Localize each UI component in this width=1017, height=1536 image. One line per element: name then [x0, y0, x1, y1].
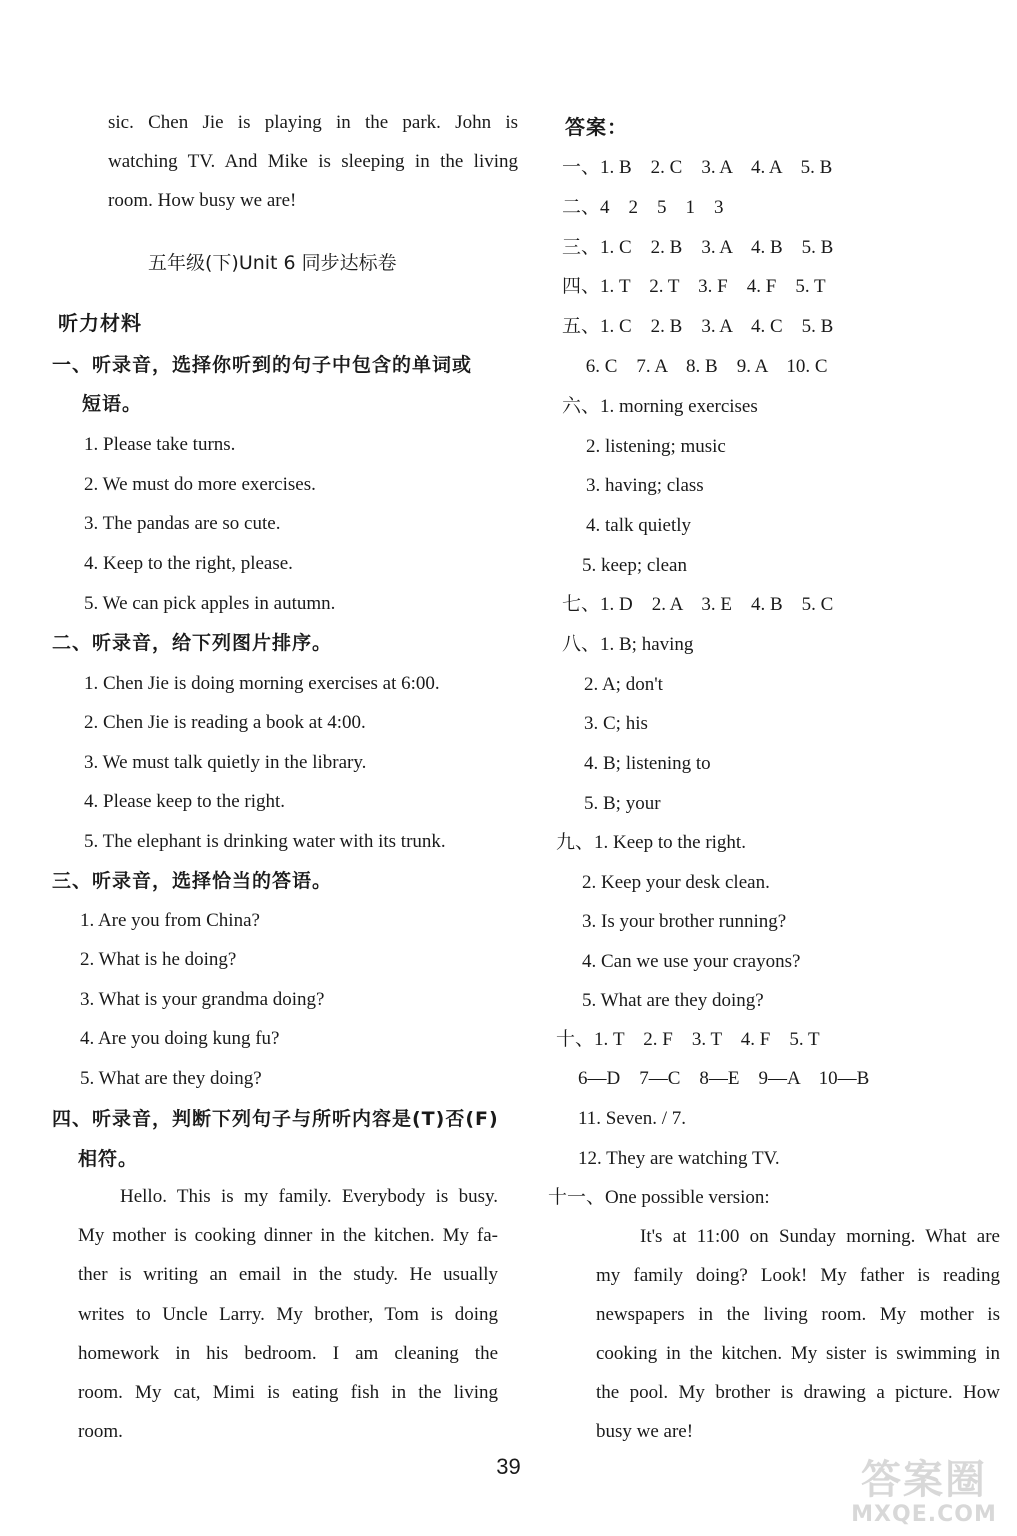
answer-line: 一、1. B 2. C 3. A 4. A 5. B — [562, 157, 833, 178]
answer-line: 5. B; your — [584, 793, 661, 814]
part4-heading-cont: 相符。 — [78, 1148, 139, 1170]
part3-item: 4. Are you doing kung fu? — [80, 1028, 280, 1049]
answer-line: 3. Is your brother running? — [582, 911, 787, 932]
intro-line: room. How busy we are! — [108, 190, 297, 211]
answer-line: 2. Keep your desk clean. — [582, 872, 770, 893]
part3-item: 2. What is he doing? — [80, 949, 237, 970]
essay-line: my family doing? Look! My father is reading — [596, 1265, 1000, 1286]
intro-line: watching TV. And Mike is sleeping in the living — [108, 151, 518, 172]
part2-heading: 二、听录音，给下列图片排序。 — [52, 632, 333, 654]
answer-line: 六、1. morning exercises — [562, 396, 758, 417]
answer-line: 12. They are watching TV. — [578, 1148, 780, 1169]
essay-line: the pool. My brother is drawing a picture. How — [596, 1382, 1000, 1403]
part2-item: 1. Chen Jie is doing morning exercises at 6:00. — [84, 673, 440, 694]
answer-line: 6. C 7. A 8. B 9. A 10. C — [562, 356, 828, 377]
essay-line: It's at 11:00 on Sunday morning. What are — [640, 1226, 1000, 1247]
answer-line: 九、1. Keep to the right. — [556, 832, 746, 853]
part4-heading: 四、听录音，判断下列句子与所听内容是(T)否(F) — [52, 1108, 499, 1130]
watermark-logo — [838, 1448, 1010, 1532]
intro-line: sic. Chen Jie is playing in the park. John is — [108, 112, 518, 133]
answer-line: 11. Seven. / 7. — [578, 1108, 687, 1129]
part3-item: 5. What are they doing? — [80, 1068, 262, 1089]
part3-item: 1. Are you from China? — [80, 910, 260, 931]
part1-item: 2. We must do more exercises. — [84, 474, 316, 495]
passage-line: My mother is cooking dinner in the kitchen. My fa- — [78, 1225, 498, 1246]
part2-item: 4. Please keep to the right. — [84, 791, 286, 812]
answer-line: 2. listening; music — [586, 436, 726, 457]
answer-line: 五、1. C 2. B 3. A 4. C 5. B — [562, 316, 834, 337]
answer-line: 3. C; his — [584, 713, 648, 734]
answer-line: 十一、One possible version: — [548, 1187, 770, 1208]
part1-item: 4. Keep to the right, please. — [84, 553, 293, 574]
answer-line: 四、1. T 2. T 3. F 4. F 5. T — [562, 276, 826, 297]
page-number: 39 — [496, 1454, 521, 1479]
passage-line: room. — [78, 1421, 123, 1442]
answer-line: 八、1. B; having — [562, 634, 694, 655]
answer-line: 三、1. C 2. B 3. A 4. B 5. B — [562, 237, 834, 258]
passage-line: writes to Uncle Larry. My brother, Tom is doing — [78, 1304, 498, 1325]
watermark-top-text: 答案圈 — [861, 1457, 987, 1503]
essay-line: cooking in the kitchen. My sister is swimming in — [596, 1343, 1000, 1364]
part1-item: 5. We can pick apples in autumn. — [84, 593, 336, 614]
answers-heading: 答案： — [565, 115, 628, 139]
part1-item: 1. Please take turns. — [84, 434, 236, 455]
passage-line: homework in his bedroom. I am cleaning the — [78, 1343, 498, 1364]
part1-item: 3. The pandas are so cute. — [84, 513, 281, 534]
answer-line: 6—D 7—C 8—E 9—A 10—B — [578, 1068, 870, 1089]
answer-line: 5. keep; clean — [582, 555, 687, 576]
part2-item: 5. The elephant is drinking water with its trunk. — [84, 831, 446, 852]
answer-line: 2. A; don't — [584, 674, 663, 695]
answer-line: 3. having; class — [586, 475, 704, 496]
answer-line: 十、1. T 2. F 3. T 4. F 5. T — [556, 1029, 820, 1050]
answer-line: 4. talk quietly — [586, 515, 692, 536]
part1-heading-cont: 短语。 — [82, 393, 143, 415]
passage-line: Hello. This is my family. Everybody is busy. — [120, 1186, 498, 1207]
answer-line: 七、1. D 2. A 3. E 4. B 5. C — [562, 594, 834, 615]
part1-heading: 一、听录音，选择你听到的句子中包含的单词或 — [52, 354, 473, 376]
part2-item: 2. Chen Jie is reading a book at 4:00. — [84, 712, 366, 733]
part2-item: 3. We must talk quietly in the library. — [84, 752, 367, 773]
part3-item: 3. What is your grandma doing? — [80, 989, 325, 1010]
unit-title: 五年级(下)Unit 6 同步达标卷 — [148, 252, 397, 274]
essay-line: busy we are! — [596, 1421, 694, 1442]
section-heading: 听力材料 — [58, 311, 142, 335]
watermark-bottom-text: MXQE.COM — [851, 1502, 997, 1527]
passage-line: ther is writing an email in the study. He usually — [78, 1264, 498, 1285]
passage-line: room. My cat, Mimi is eating fish in the living — [78, 1382, 498, 1403]
essay-line: newspapers in the living room. My mother is — [596, 1304, 1000, 1325]
part3-heading: 三、听录音，选择恰当的答语。 — [52, 870, 333, 892]
answer-line: 4. Can we use your crayons? — [582, 951, 801, 972]
answer-line: 5. What are they doing? — [582, 990, 764, 1011]
answer-line: 二、4 2 5 1 3 — [562, 197, 724, 218]
answer-line: 4. B; listening to — [584, 753, 711, 774]
